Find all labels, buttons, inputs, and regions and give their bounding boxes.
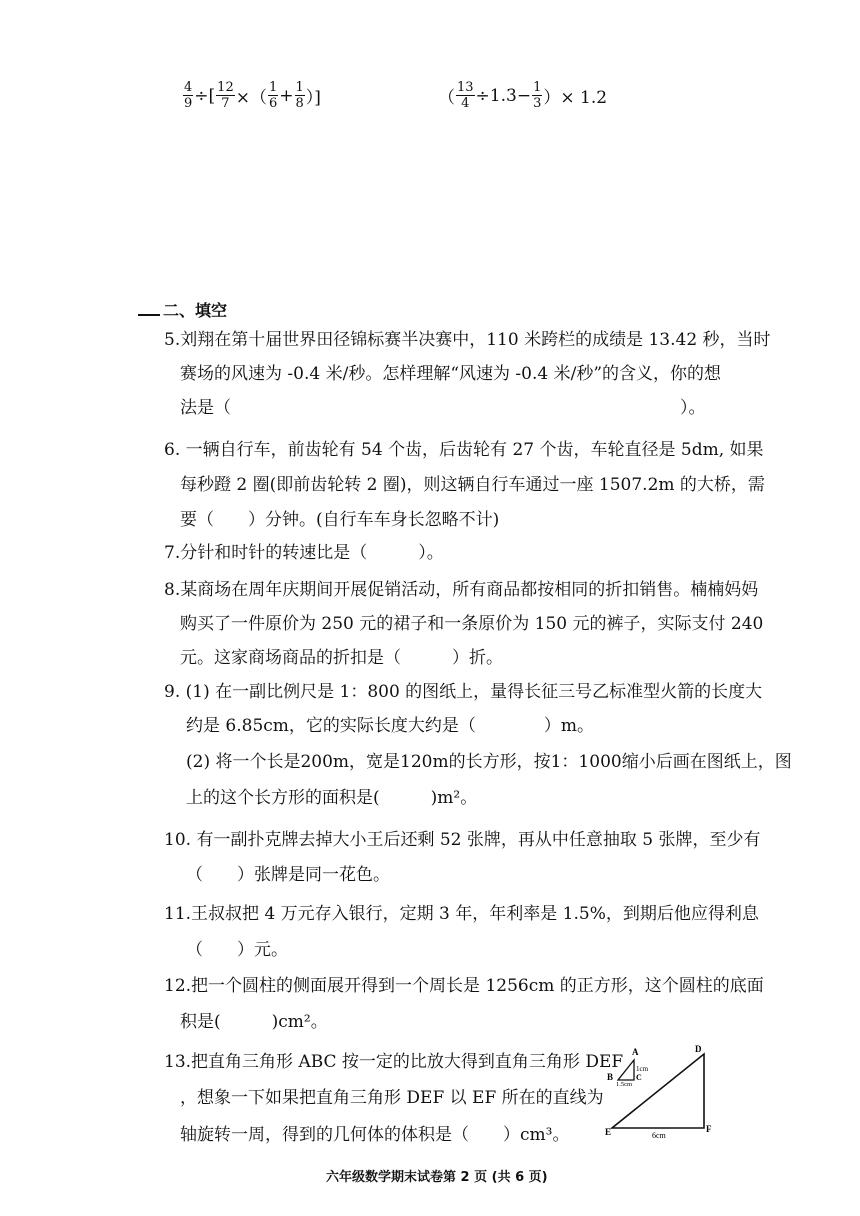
expression-1: [182, 80, 321, 111]
operator: （: [438, 88, 455, 108]
question-8-line-1: 8.某商场在周年庆期间开展促销活动，所有商品都按相同的折扣销售。楠楠妈妈: [164, 580, 759, 600]
question-5-line-3: 法是（: [180, 398, 231, 418]
question-8-line-2: 购买了一件原价为 250 元的裙子和一条原价为 150 元的裤子，实际支付 240: [180, 614, 764, 634]
label-d: D: [695, 1044, 702, 1054]
label-c: C: [636, 1073, 642, 1082]
fraction: $\frac{4}{9}$: [184, 80, 193, 111]
question-9-line-1: 9. (1) 在一副比例尺是 1：800 的图纸上，量得长征三号乙标准型火箭的长度大: [164, 682, 763, 702]
expression-2: [438, 80, 607, 111]
question-13-line-1: 13.把直角三角形 ABC 按一定的比放大得到直角三角形 DEF: [164, 1052, 624, 1072]
label-ef-length: 6cm: [652, 1131, 666, 1140]
operator: ×（: [235, 88, 267, 108]
question-5-line-1: 5.刘翔在第十届世界田径锦标赛半决赛中，110 米跨栏的成绩是 13.42 秒，当时: [164, 330, 771, 350]
question-9-line-3: (2) 将一个长是200m，宽是120m的长方形，按1：1000缩小后画在图纸上，图: [186, 752, 792, 772]
label-bc-length: 1.5cm: [616, 1081, 633, 1088]
question-10-line-1: 10. 有一副扑克牌去掉大小王后还剩 52 张牌，再从中任意抽取 5 张牌，至少有: [164, 830, 761, 850]
question-6-line-2: 每秒蹬 2 圈(即前齿轮转 2 圈)，则这辆自行车通过一座 1507.2m 的大桥，需: [180, 475, 765, 495]
question-6-line-3: 要（ ）分钟。(自行车车身长忽略不计): [180, 510, 500, 530]
operator: ÷[: [194, 85, 216, 106]
fraction: $\frac{12}{7}$: [217, 80, 234, 111]
label-f: F: [706, 1124, 712, 1134]
question-9-line-4: 上的这个长方形的面积是( )m²。: [186, 788, 478, 808]
section-underline: [138, 314, 160, 316]
question-12-line-2: 积是( )cm²。: [180, 1012, 328, 1032]
fraction: $\frac{1}{8}$: [295, 80, 304, 111]
question-12-line-1: 12.把一个圆柱的侧面展开得到一个周长是 1256cm 的正方形，这个圆柱的底面: [164, 976, 764, 996]
question-11-line-1: 11.王叔叔把 4 万元存入银行，定期 3 年，年利率是 1.5%，到期后他应得利息: [164, 904, 759, 924]
question-10-line-2: （ ）张牌是同一花色。: [186, 865, 390, 885]
question-6-line-1: 6. 一辆自行车，前齿轮有 54 个齿，后齿轮有 27 个齿，车轮直径是 5dm, 如果: [164, 440, 764, 460]
question-5-line-3-end: ）。: [680, 398, 706, 418]
fraction: $\frac{13}{4}$: [457, 80, 474, 111]
question-11-line-2: （ ）元。: [186, 940, 288, 960]
question-5-line-2: 赛场的风速为 -0.4 米/秒。怎样理解“风速为 -0.4 米/秒”的含义，你的想: [180, 364, 722, 384]
question-13-line-3: 轴旋转一周，得到的几何体的体积是（ ）cm³。: [180, 1125, 570, 1145]
question-8-line-3: 元。这家商场商品的折扣是（ ）折。: [180, 648, 503, 668]
fraction: $\frac{1}{3}$: [533, 80, 542, 111]
page-footer: 六年级数学期末试卷第 2 页 (共 6 页): [326, 1170, 548, 1185]
triangle-abc: [618, 1060, 634, 1080]
question-9-line-2: 约是 6.85cm，它的实际长度大约是（ ）m。: [186, 716, 595, 736]
fraction: $\frac{1}{6}$: [268, 80, 278, 111]
triangle-def: [612, 1054, 704, 1128]
operator: +: [279, 85, 294, 106]
label-ac-length: 1cm: [636, 1065, 649, 1073]
section-title: 二、填空: [163, 301, 228, 320]
label-b: B: [607, 1072, 614, 1082]
operator: ÷1.3−: [475, 85, 532, 106]
question-13-line-2: ，想象一下如果把直角三角形 DEF 以 EF 所在的直线为: [180, 1088, 604, 1108]
triangle-figure: [592, 1040, 722, 1140]
label-a: A: [632, 1047, 639, 1057]
operator: ）× 1.2: [543, 88, 608, 108]
label-e: E: [605, 1127, 612, 1137]
question-7: 7.分针和时针的转速比是（ ）。: [164, 543, 444, 563]
operator: ）]: [305, 88, 321, 108]
